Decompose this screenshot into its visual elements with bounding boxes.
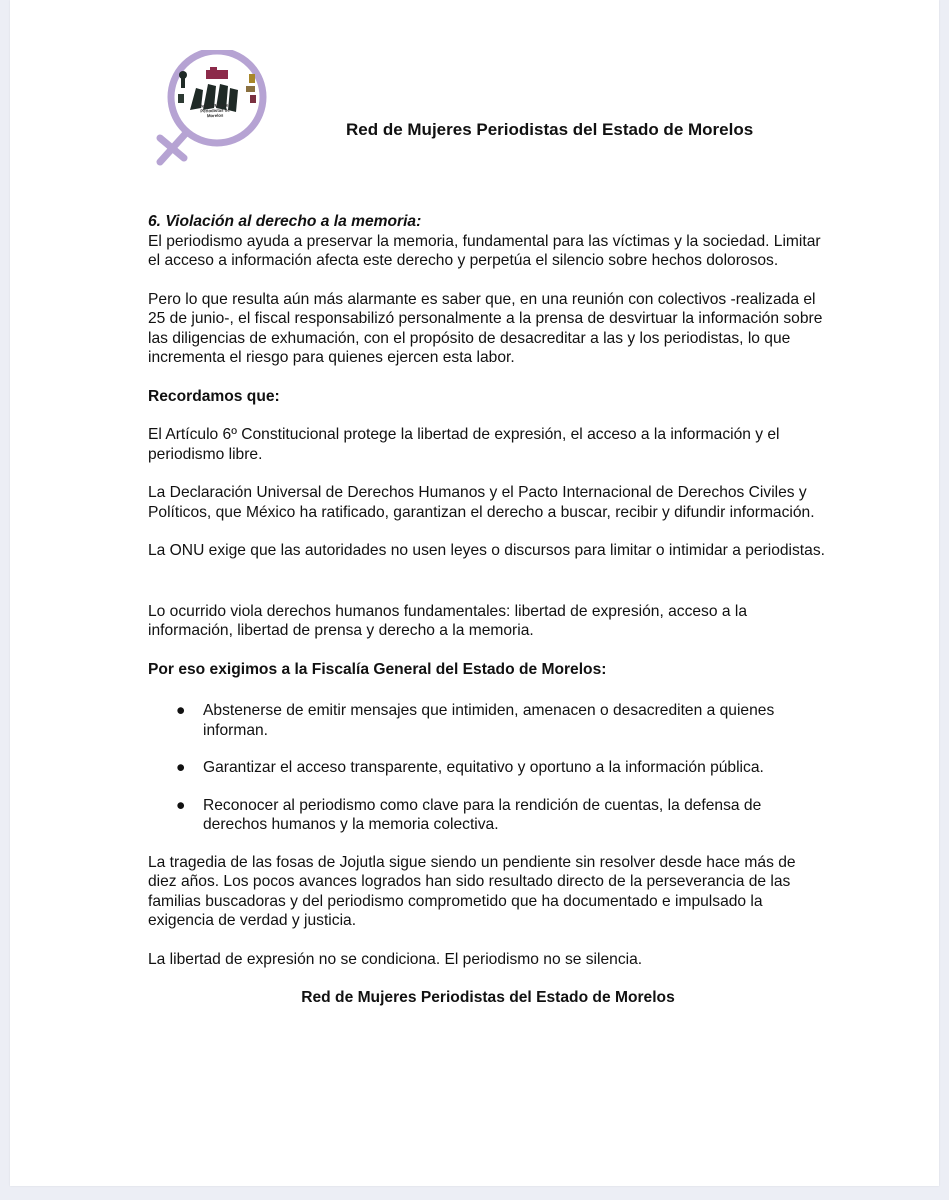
recall-article-paragraph: El Artículo 6º Constitucional protege la libertad de expresión, el acceso a la información y el periodismo libre. — [148, 426, 780, 463]
demand-text: Abstenerse de emitir mensajes que intimiden, amenacen o desacrediten a quienes informan. — [203, 702, 775, 739]
demand-text: Garantizar el acceso transparente, equitativo y oportuno a la información pública. — [203, 759, 764, 776]
document-body — [148, 212, 828, 1008]
bullet-icon: ● — [176, 702, 186, 719]
logo-lettering: Red de Mujeres Periodistas de Morelos — [198, 102, 231, 119]
recall-heading: Recordamos que: — [148, 387, 280, 405]
demands-list — [148, 701, 828, 835]
tragedy-paragraph: La tragedia de las fosas de Jojutla sigue siendo un pendiente sin resolver desde hace más de diez años. Los pocos avances logrados han sido resultado directo de la perseverancia de las familias buscadoras y del periodismo comprometido que ha documentado e impulsado la exigencia de verdad y justicia. — [148, 853, 796, 929]
list-item — [148, 758, 828, 778]
recall-onu-paragraph: La ONU exige que las autoridades no usen leyes o discursos para limitar o intimidar a periodistas. — [148, 542, 825, 559]
demands-heading: Por eso exigimos a la Fiscalía General del Estado de Morelos: — [148, 660, 607, 678]
organization-logo — [150, 50, 280, 168]
bullet-icon: ● — [176, 759, 186, 776]
memory-paragraph: El periodismo ayuda a preservar la memoria, fundamental para las víctimas y la sociedad. Limitar el acceso a información afecta este derecho y perpetúa el silencio sobre hechos dolorosos. — [148, 232, 821, 269]
demand-text: Reconocer al periodismo como clave para la rendición de cuentas, la defensa de derechos humanos y la memoria colectiva. — [203, 796, 762, 833]
list-item — [148, 701, 828, 740]
recall-declaration-paragraph: La Declaración Universal de Derechos Humanos y el Pacto Internacional de Derechos Civiles y Políticos, que México ha ratificado, garantizan el derecho a buscar, recibir y difundir información. — [148, 484, 815, 521]
list-item — [148, 796, 828, 835]
section-heading: 6. Violación al derecho a la memoria: — [148, 213, 422, 230]
violation-paragraph: Lo ocurrido viola derechos humanos fundamentales: libertad de expresión, acceso a la información, libertad de prensa y derecho a la memoria. — [148, 602, 747, 639]
alarm-paragraph: Pero lo que resulta aún más alarmante es saber que, en una reunión con colectivos -realizada el 25 de junio-, el fiscal responsabilizó personalmente a la prensa de desvirtuar la información sobre las diligencias de exhumación, con el propósito de desacreditar a las y los periodistas, lo que incrementa el riesgo para quienes ejercen esta labor. — [148, 290, 823, 366]
header-title: Red de Mujeres Periodistas del Estado de Morelos — [346, 120, 754, 139]
motto: La libertad de expresión no se condiciona. El periodismo no se silencia. — [148, 950, 643, 968]
document-page — [10, 0, 939, 1186]
signature: Red de Mujeres Periodistas del Estado de Morelos — [301, 989, 675, 1006]
bullet-icon: ● — [176, 796, 186, 814]
